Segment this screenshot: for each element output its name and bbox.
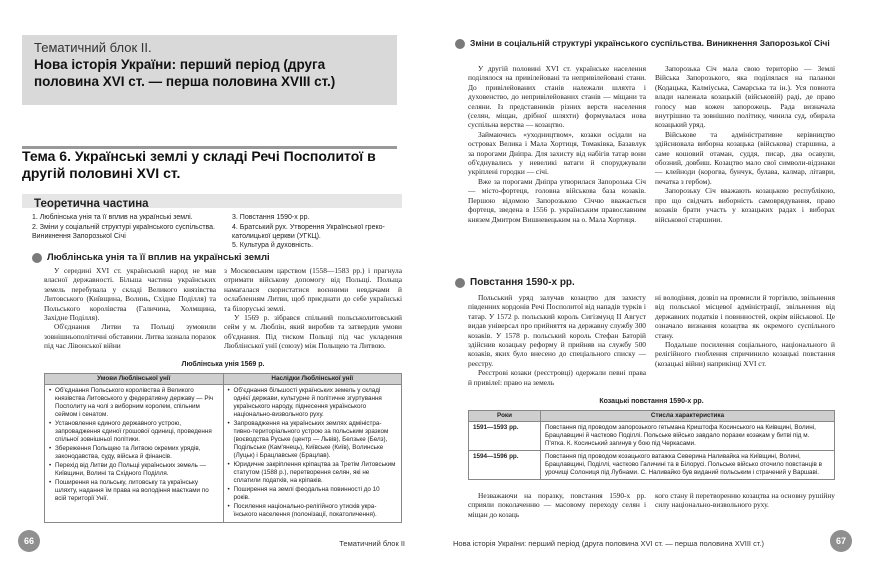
section-bullet-icon [455,39,465,49]
list-item: • Установлення єдиного державного устрою, запровадження єдиної грошової одиниці, проведення спільної зовнішньої політики. [49,420,219,444]
section-title: Зміни в соціальній структурі українського суспільства. Виникнення Запорозької Січі [470,38,830,48]
list-item: • Запровадження на українських землях адміністративно-територіального устрою за польським зразком (воєводства Руське (центр — Львів), Белзьке (Белз), Подільське (Кам'янець), Київське (Київ), Волинське (Луцьк) і Брацлавське (Брацлав). [228,420,398,460]
table-caption: Люблінська унія 1569 р. [181,361,265,368]
list-item: • Посилення національно-релігійного утисків українського населення (полонізації, покатоличення). [228,503,398,519]
paragraph: У середині XVI ст. український народ не мав власної державності. Більша частина українських земель перебувала у складі Великого князівства Литовського (Київщина, Волинь, Східне Поділля) та Польського королівства (Галичина, Холмщина, Західне Поділля). [44,266,216,323]
theory-bar [22,194,402,208]
table-caption: Козацькі повстання 1590-х рр. [599,398,704,405]
section-heading-union [32,252,402,263]
page-number: 66 [18,530,40,552]
topic-title: Тема 6. Українські землі у складі Речі Посполитої в другій половині XVI ст. [22,148,376,181]
paragraph: Військове та адміністративне керівництво здійснювала виборна козацька (військова) старшина, а саме кошовий отаман, суддя, писар, два осавули, обозний, довбиш. Козацтво мало свої символи-відзнаки — клейноди (корогва, бунчук, булава, калмар, літаври, печатка з гербом). [655,129,835,186]
list-item: • Об'єднання Польського королівства й Великого князівства Литовського у федеративну державу — Річ Посполиту на чолі з виборним королем, спільним сеймом і сенатом. [49,387,219,419]
table-cell [223,385,402,523]
paragraph: з Московським царством (1558—1583 рр.) і прагнула отримати військову допомогу від Польщі. Польща намагалася скористатися воєнними невдачами й ослабленням Литви, щоб приєднати до себе українські та білоруські землі. [224,266,402,313]
paragraph: Незважаючи на поразку, повстання 1590-х рр. сприяли поколаченню — масовому переходу селян і міщан до козаць [468,491,646,519]
list-item: • Поширення на польську, литовську та українську шляхту, надання їм права на володіння маєтками по всій території Унії. [49,479,219,503]
table-cell [45,385,224,523]
paragraph: Подальше посилення соціального, національного й релігійного гноблення спричинило козацькі повстання (козацькі війни) наприкінці XVI ст. [655,340,835,368]
table-row [469,451,835,480]
paragraph: Запорозьку Січ вважають козацькою республікою, про що свідчать виборність самоврядування, право козаків брати участь у козацьких радах і виборах військової старшини. [655,186,835,224]
text-column-right [655,491,835,510]
table-row [45,385,402,523]
plan-item: 3. Повстання 1590-х рр. [232,214,310,221]
block-label: Тематичний блок ІІ. [34,40,152,55]
table-cell-years: 1591—1593 рр. [469,422,541,451]
list-item: • Юридичне закріплення кріпацтва за Третім Литовським статутом (1588 р.), перетворення селян, які не сплатили податків, на кріпаків. [228,461,398,485]
theory-label: Теоретична частина [34,198,149,210]
table-row [469,422,835,451]
paragraph: кого стану й перетворенню козацтва на основну рушійну силу національно-визвольного руху. [655,491,835,510]
plan-item: 2. Зміни у соціальній структурі українського суспільства. Виникнення Запорозької Січі [32,223,216,240]
table-cell-text: Повстання під проводом козацького ватажка Северина Наливайка на Київщині, Волині, Брацлавщині, Поділлі, частково Галичині та в Білорусі. Польське військо оточило повстанців в урочищі Солониця під Лубнами. С. Наливайко був виданий польським і страчений у Варшаві. [541,451,835,480]
text-column-left [468,293,646,387]
list-item: • Збереження Польщею та Литвою окремих урядів, законодавства, суду, війська й фінансів. [49,445,219,461]
paragraph: ні володіння, дозвіл на промисли й торгівлю, звільнення від польської місцевої адміністрації, звільнення від державних податків і повинностей, окрім військової. Це означало визнання козацтва як окремого суспільного стану. [655,293,835,340]
text-column-right [655,293,835,368]
text-column-right [655,64,835,224]
section-title: Повстання 1590-х рр. [470,277,575,288]
right-page [435,0,870,566]
table-header: Стисла характеристика [541,411,835,422]
plan-item: 1. Люблінська унія та її вплив на українські землі. [32,214,193,221]
paragraph: Польський уряд залучав козацтво для захисту південних кордонів Речі Посполитої від нападів турків і татар. У 1572 р. польський король Сигізмунд ІІ Август видав універсал про прийняття на державну службу 300 козаків. У 1578 р. польський король Стефан Баторій здійснив козацьку реформу й прийняв на службу 500 козаків, яких було внесено до спеціального списку — реєстру. [468,293,646,368]
paragraph: Вже за порогами Дніпра утворилася Запорозька Січ — місто-фортеця, головна військова база козаків. Першою відомою Запорозькою Січчю вважається фортеця, зведена в 1556 р. українським православним князем Дмитром Вишневецьким на о. Мала Хортиця. [468,176,646,224]
table-header: Роки [469,411,541,422]
list-item: • Поширення на землі феодальна повинності до 10 років. [228,486,398,502]
plan-column-2 [232,213,397,251]
section-heading-social [455,38,845,49]
paragraph: У 1569 р. зібрався спільний польськолитовський сейм у м. Люблін, який виробив та затвердив умови об'єднання. Під тиском Польщі під час укладення Люблінської унії (союзу) між Польщею та Литвою. [224,313,402,351]
section-heading-uprisings [455,277,845,288]
section-bullet-icon [455,278,465,288]
table-header: Умови Люблінської унії [45,374,224,385]
uprisings-table [468,410,835,480]
plan-item: 5. Культура й духовність. [232,242,314,249]
table-cell-text: Повстання під проводом запорозького гетьмана Криштофа Косинського на Киівщині, Волині, Брацлавщині й частково Поділлі. Польське військо завдало поразки козакам у битві під м. П'ятка. К. Косинський загинув у бою під Черкасами. [541,422,835,451]
text-column-left [44,266,216,351]
plan-item: 4. Братський рух. Утворення Української греко-католицької церкви (УГКЦ). [232,223,385,240]
text-column-left [468,64,646,224]
paragraph: Займаючись «уходництвом», козаки осідали на островах Велика і Мала Хортиця, Томаківка, Базавлук за порогами Дніпра. Для захисту від набігів татар вони об'єднувались у невеликі ватаги й споруджували укріплені городки — січі. [468,129,646,177]
plan-column-1 [32,213,220,241]
table-header: Наслідки Люблінської унії [223,374,402,385]
block-header [22,35,397,105]
paragraph: Запорозька Січ мала свою територію — Землі Війська Запорозького, яка поділялася на паланки (Кодацька, Калміуська, Самарська та ін.). Уся повнота влади належала козацькій (військовій) раді, де право голосу мав кожен запорожець. Рада визначала внутрішню та зовнішню політику, чинила суд, обирала козацький уряд. [655,64,835,130]
block-title: Нова історія України: перший період (друга половина XVI ст. — перша половина XVIII ст.) [34,57,336,89]
list-item: • Об'єднання більшості українських земель у складі однієї держави, культурне й політичне згуртування українського народу, піднесення українського національно-визвольного руху. [228,387,398,419]
section-title: Люблінська унія та її вплив на українські землі [47,252,270,263]
list-item: • Перехід від Литви до Польщі українських земель — Київщини, Волині та Східного Поділля. [49,462,219,478]
text-column-right [224,266,402,351]
paragraph: Реєстрові козаки (реєстровці) одержали певні права й привілеї: право на земель [468,368,646,387]
page-footer: Тематичний блок ІІ [339,539,405,548]
page-footer: Нова історія України: перший період (друга половина XVI ст. — перша половина XVIII ст.) [453,539,765,548]
paragraph: У другій половині XVI ст. українське населення поділялося на привілейовані та непривілейовані стани. До привілейованих станів належали шляхта і духовенство, до непривілейованих станів — міщани та селяни. Із представників різних верств населення (селян, міщан, дрібної шляхти) формувалася нова суспільна верства — козацтво. [468,64,646,130]
paragraph: Об'єднання Литви та Польщі зумовили зовнішньополітичні обставини. Литва зазнала поразок під час Лівонської війни [44,322,216,351]
table-cell-years: 1594—1596 рр. [469,451,541,480]
text-column-left [468,491,646,519]
union-table [44,373,402,523]
section-bullet-icon [32,253,42,263]
page-number: 67 [830,530,852,552]
